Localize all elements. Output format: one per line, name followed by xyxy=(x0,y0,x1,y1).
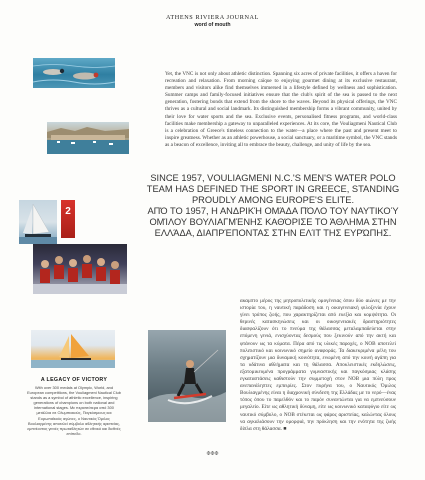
section-title: word of mouth xyxy=(194,22,231,28)
masthead xyxy=(0,14,425,28)
body-text-greek: ακαμπτο μέρος της μητροπολιτικής ομογένειας όπου δύο αιώνες με την ιστορία του, η ναυτική παράδοση και η οικογενειακή φιλοξενία έχουν γίνει τρόπος ζωής, που χαρακτηρίζεται από ευεξία και κομψότητα. Οι θερινές κατασκηνώσεις και οι οικογενειακές δραστηριότητες διασφαλίζουν ότι το πνεύμα της θάλασσας μεταλαμπαδεύεται στην επόμενη γενιά, ενισχύοντας δεσμούς που ξεκινούν από την ακτή και φτάνουν ως τα κύματα. Πέρα από τις υλικές παροχές, ο ΝΟΒ αποτελεί πολιτιστικό και κοινωνικό σημείο αναφοράς. Τα διακεκριμένα μέλη του σχηματίζουν μια δυναμική κοινότητα, ενωμένη από την κοινή αγάπη για τα υδάτινα αθλήματα και τη θάλασσα. Αποκλειστικές εκδηλώσεις, εξατομικευμένα προγράμματα γυμναστικής και παγκόσμιας κλάσης εγκαταστάσεις καθιστούν την συμμετοχή στον ΝΟΒ μια πύλη προς ανεπανάληπτες εμπειρίες. Στον πυρήνα του, ο Ναυτικός Όμιλος Βουλιαγμένης είναι η διαχρονική σύνδεση της Ελλάδας με το νερό—ένας τόπος όπου το παρελθόν και το παρόν συναντώνται για να εμπνεύσουν μεγαλείο. Είτε ως αθλητική δύναμη, είτε ως κοινωνικό καταφύγιο είτε ως ναυτικό σύμβολο, ο ΝΟΒ στέκεται ως φάρος αριστείας, καλώντας όλους να αγκαλιάσουν την ομορφιά, την πρόκληση και την ενότητα της ζωής δίπλα στη θάλασσα. ■ xyxy=(240,298,396,432)
pull-quote xyxy=(142,173,404,239)
pull-quote-english: SINCE 1957, VOULIAGMENI N.C.'S MEN'S WATER POLO TEAM HAS DEFINED THE SPORT IN GREECE, STANDING PROUDLY AMONG EUROPE'S ELITE. xyxy=(146,173,400,205)
caption-text: With over 300 medals at Olympic, World, and European competitions, the Vouliagmeni Nautical Club stands as a symbol of athletic excellence, inspiring generations of champions on both national and international stages. Με περισσότερα από 300 μετάλλια σε Ολυμπιακούς, Παγκόσμιους και Ευρωπαϊκούς αγώνες, ο Ναυτικός Όμιλος Βουλιαγμένης αποτελεί σύμβολο αθλητικής αριστείας, εμπνέοντας γενιές πρωταθλητών σε εθνικό και διεθνές επίπεδο. xyxy=(27,385,121,436)
photo-caption xyxy=(27,377,121,436)
page-number: ΦΦΦ xyxy=(206,451,219,457)
journal-title: ATHENS RIVIERA JOURNAL xyxy=(166,14,259,21)
photo-red-sail xyxy=(61,200,75,238)
pull-quote-greek: ΑΠΌ ΤΟ 1957, Η ΑΝΔΡΙΚΉ ΟΜΆΔΑ ΠΌΛΟ ΤΟΥ ΝΑΥΤΙΚΟΎ ΟΜΊΛΟΥ ΒΟΥΛΙΑΓΜΈΝΗΣ ΚΑΘΌΡΙΣΕ ΤΟ ΆΘΛΗΜΑ ΣΤΗΝ ΕΛΛΆΔΑ, ΔΙΑΠΡΈΠΟΝΤΑΣ ΣΤΗΝ ΕΛΊΤ ΤΗΣ ΕΥΡΏΠΗΣ. xyxy=(147,206,399,238)
caption-title: A LEGACY OF VICTORY xyxy=(40,377,108,383)
photo-sailboat xyxy=(19,200,57,244)
photo-water-skier xyxy=(148,330,226,422)
photo-swimmers xyxy=(33,58,115,88)
photo-team-celebration xyxy=(33,244,127,294)
photo-windsurfer xyxy=(31,330,115,368)
body-text-english: Yet, the VNC is not only about athletic distinction. Spanning six acres of private facilities, it offers a haven for recreation and relaxation. From morning caïque to enjoying gourmet dining at its exclusive restaurant, members and visitors alike find themselves immersed in a lifestyle defined by wellness and sophistication. Summer camps and family-focused initiatives ensure that the club's spirit of the sea is passed to the next generation, fostering bonds that extend from the shore to the waves. Beyond its physical offerings, the VNC thrives as a cultural and social landmark. Its distinguished membership forms a vibrant community, united by their love for water sports and the sea. Exclusive events, personalised fitness programs, and world-class facilities make membership a gateway to unparalleled experiences. At its core, the Vouliagmeni Nautical Club is a celebration of Greece's timeless connection to the water—a place where the past and present meet to inspire greatness. Whether as an athletic powerhouse, a social sanctuary, or a maritime symbol, the VNC stands as a beacon of excellence, inviting all to embrace the beauty, challenge, and unity of life by the sea. xyxy=(165,71,397,148)
photo-harbour xyxy=(47,122,129,154)
sail-number: 2 xyxy=(65,206,71,217)
